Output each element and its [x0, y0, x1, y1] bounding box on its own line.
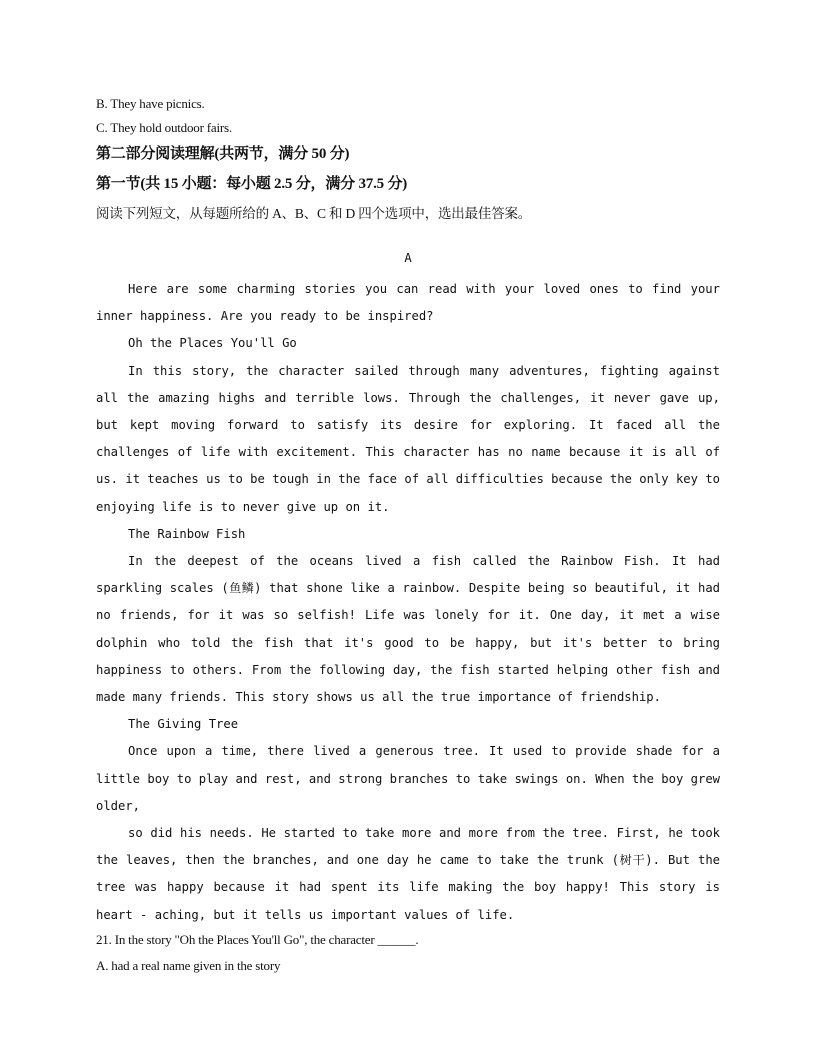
story-title: The Rainbow Fish — [128, 526, 246, 541]
story-body: In this story, the character sailed through many adventures, fighting against all the amazing highs and terrible lows. Through the challenges, it never gave up, but kept moving forward to satisfy its desire for exploring. It faced all the challenges of life with excitement. This character has no name because it is all of us. it teaches us to be tough in the face of all difficulties because the only key to enjoying life is to never give up on it. — [96, 363, 720, 514]
option-b: B. They have picnics. — [96, 96, 205, 111]
story-body: Once upon a time, there lived a generous tree. It used to provide shade for a little boy to play and rest, and strong branches to take swings on. When the boy grew older, — [96, 744, 720, 813]
passage-intro: Here are some charming stories you can read with your loved ones to find your inner happiness. Are you ready to be inspired? — [96, 282, 720, 324]
story-title: Oh the Places You'll Go — [128, 336, 297, 351]
question-21-option-a: A. had a real name given in the story — [96, 957, 281, 973]
story-body: In the deepest of the oceans lived a fish called the Rainbow Fish. It had sparkling scales (鱼鳞) that shone like a rainbow. Despite being so beautiful, it had no friends, for it was so selfish! Life was lonely for it. One day, it met a wise dolphin who told the fish that it's good to be happy, but it's better to bring happiness to others. From the following day, the fish started helping other fish and made many friends. This story shows us all the true importance of friendship. — [96, 554, 720, 705]
part2-heading: 第二部分阅读理解(共两节，满分 50 分) — [96, 146, 350, 162]
story-title: The Giving Tree — [128, 717, 239, 732]
passage-letter: A — [404, 251, 412, 265]
question-21: 21. In the story "Oh the Places You'll Go", the character ______. — [96, 931, 419, 947]
section1-heading: 第一节(共 15 小题：每小题 2.5 分，满分 37.5 分) — [96, 176, 408, 192]
passage — [96, 276, 720, 929]
option-c: C. They hold outdoor fairs. — [96, 120, 232, 135]
story-body-continued: so did his needs. He started to take more and more from the tree. First, he took the leaves, then the branches, and one day he came to take the trunk (树干). But the tree was happy because it had spent its life making the boy happy! This story is heart - aching, but it tells us important values of life. — [96, 826, 720, 922]
document-page — [96, 92, 720, 979]
instructions: 阅读下列短文，从每题所给的 A、B、C 和 D 四个选项中，选出最佳答案。 — [96, 206, 532, 221]
